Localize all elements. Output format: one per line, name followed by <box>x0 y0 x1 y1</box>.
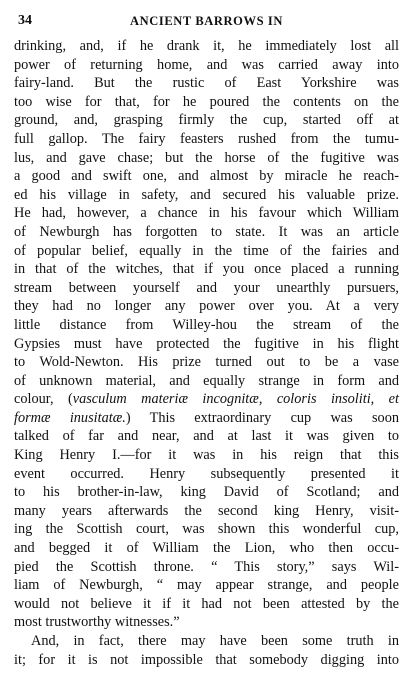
text-line: lus, and gave chase; but the horse of the fugitive was <box>14 149 399 166</box>
text-line: of unknown material, and equally strange in form and <box>14 372 399 389</box>
text-line: Gypsies must have protected the fugitive in his flight <box>14 335 399 352</box>
text-line: a good and swift one, and almost by miracle he reach- <box>14 168 399 185</box>
text-line: little distance from Willey-hou the stream of the <box>14 316 399 333</box>
text-line: they had no longer any power over you. At a very <box>14 298 399 315</box>
text-line: fairy-land. But the rustic of East Yorkshire was <box>14 75 399 92</box>
text-line: power of returning home, and was carried away into <box>14 56 399 73</box>
text-line: of popular belief, equally in the time of the fairies and <box>14 242 399 259</box>
text-line: most trustworthy witnesses.” <box>14 614 180 631</box>
text-line: pied the Scottish throne. “ This story,” says Wil- <box>14 558 399 575</box>
text-line: liam of Newburgh, “ may appear strange, and people <box>14 577 399 594</box>
text-line: ed his village in safety, and secured his valuable prize. <box>14 186 399 203</box>
text-line: King Henry I.—for it was in his reign that this <box>14 447 399 464</box>
text-line: stream between yourself and your unearthly pursuers, <box>14 279 399 296</box>
text-line: event occurred. Henry subsequently presented it <box>14 465 399 482</box>
latin-phrase: vasculum materiæ incognitæ, coloris insoliti, et <box>72 391 399 408</box>
text-line: drinking, and, if he drank it, he immediately lost all <box>14 38 399 54</box>
latin-phrase: formæ inusitatæ. <box>14 409 126 426</box>
text-line: too wise for that, for he poured the contents on the <box>14 93 399 110</box>
text-line: and begged it of William the Lion, who then occu- <box>14 540 399 557</box>
body-text <box>14 37 399 669</box>
text-line: to his brother-in-law, king David of Scotland; and <box>14 484 399 501</box>
running-title: ANCIENT BARROWS IN <box>130 14 283 28</box>
text-line: talked of far and near, and at last it was given to <box>14 428 399 445</box>
text-line: He had, however, a chance in his favour which William <box>14 205 399 222</box>
text-line: ing the Scottish court, was shown this wonderful cup, <box>14 521 399 538</box>
text-line: ground, and, grasping firmly the cup, started off at <box>14 112 399 129</box>
text-line: would not believe it if it had not been attested by the <box>14 595 399 612</box>
book-page <box>14 10 399 669</box>
page-header <box>14 10 399 30</box>
text-line: many years afterwards the second king Henry, visit- <box>14 502 399 519</box>
page-number: 34 <box>18 13 32 28</box>
text-line: it; for it is not impossible that somebody digging into <box>14 651 399 668</box>
text-line: And, in fact, there may have been some truth in <box>31 633 399 649</box>
text-line: full gallop. The fairy feasters rushed from the tumu- <box>14 130 399 147</box>
text-line: in that of the witches, that if you once placed a running <box>14 261 399 278</box>
text-line: of Newburgh has forgotten to state. It was an article <box>14 223 399 240</box>
text-line: colour, (vasculum materiæ incognitæ, coloris insoliti, et <box>14 391 399 408</box>
text-line: formæ inusitatæ.) This extraordinary cup was soon <box>14 409 399 426</box>
text-line: to Wold-Newton. His prize turned out to be a vase <box>14 354 399 371</box>
